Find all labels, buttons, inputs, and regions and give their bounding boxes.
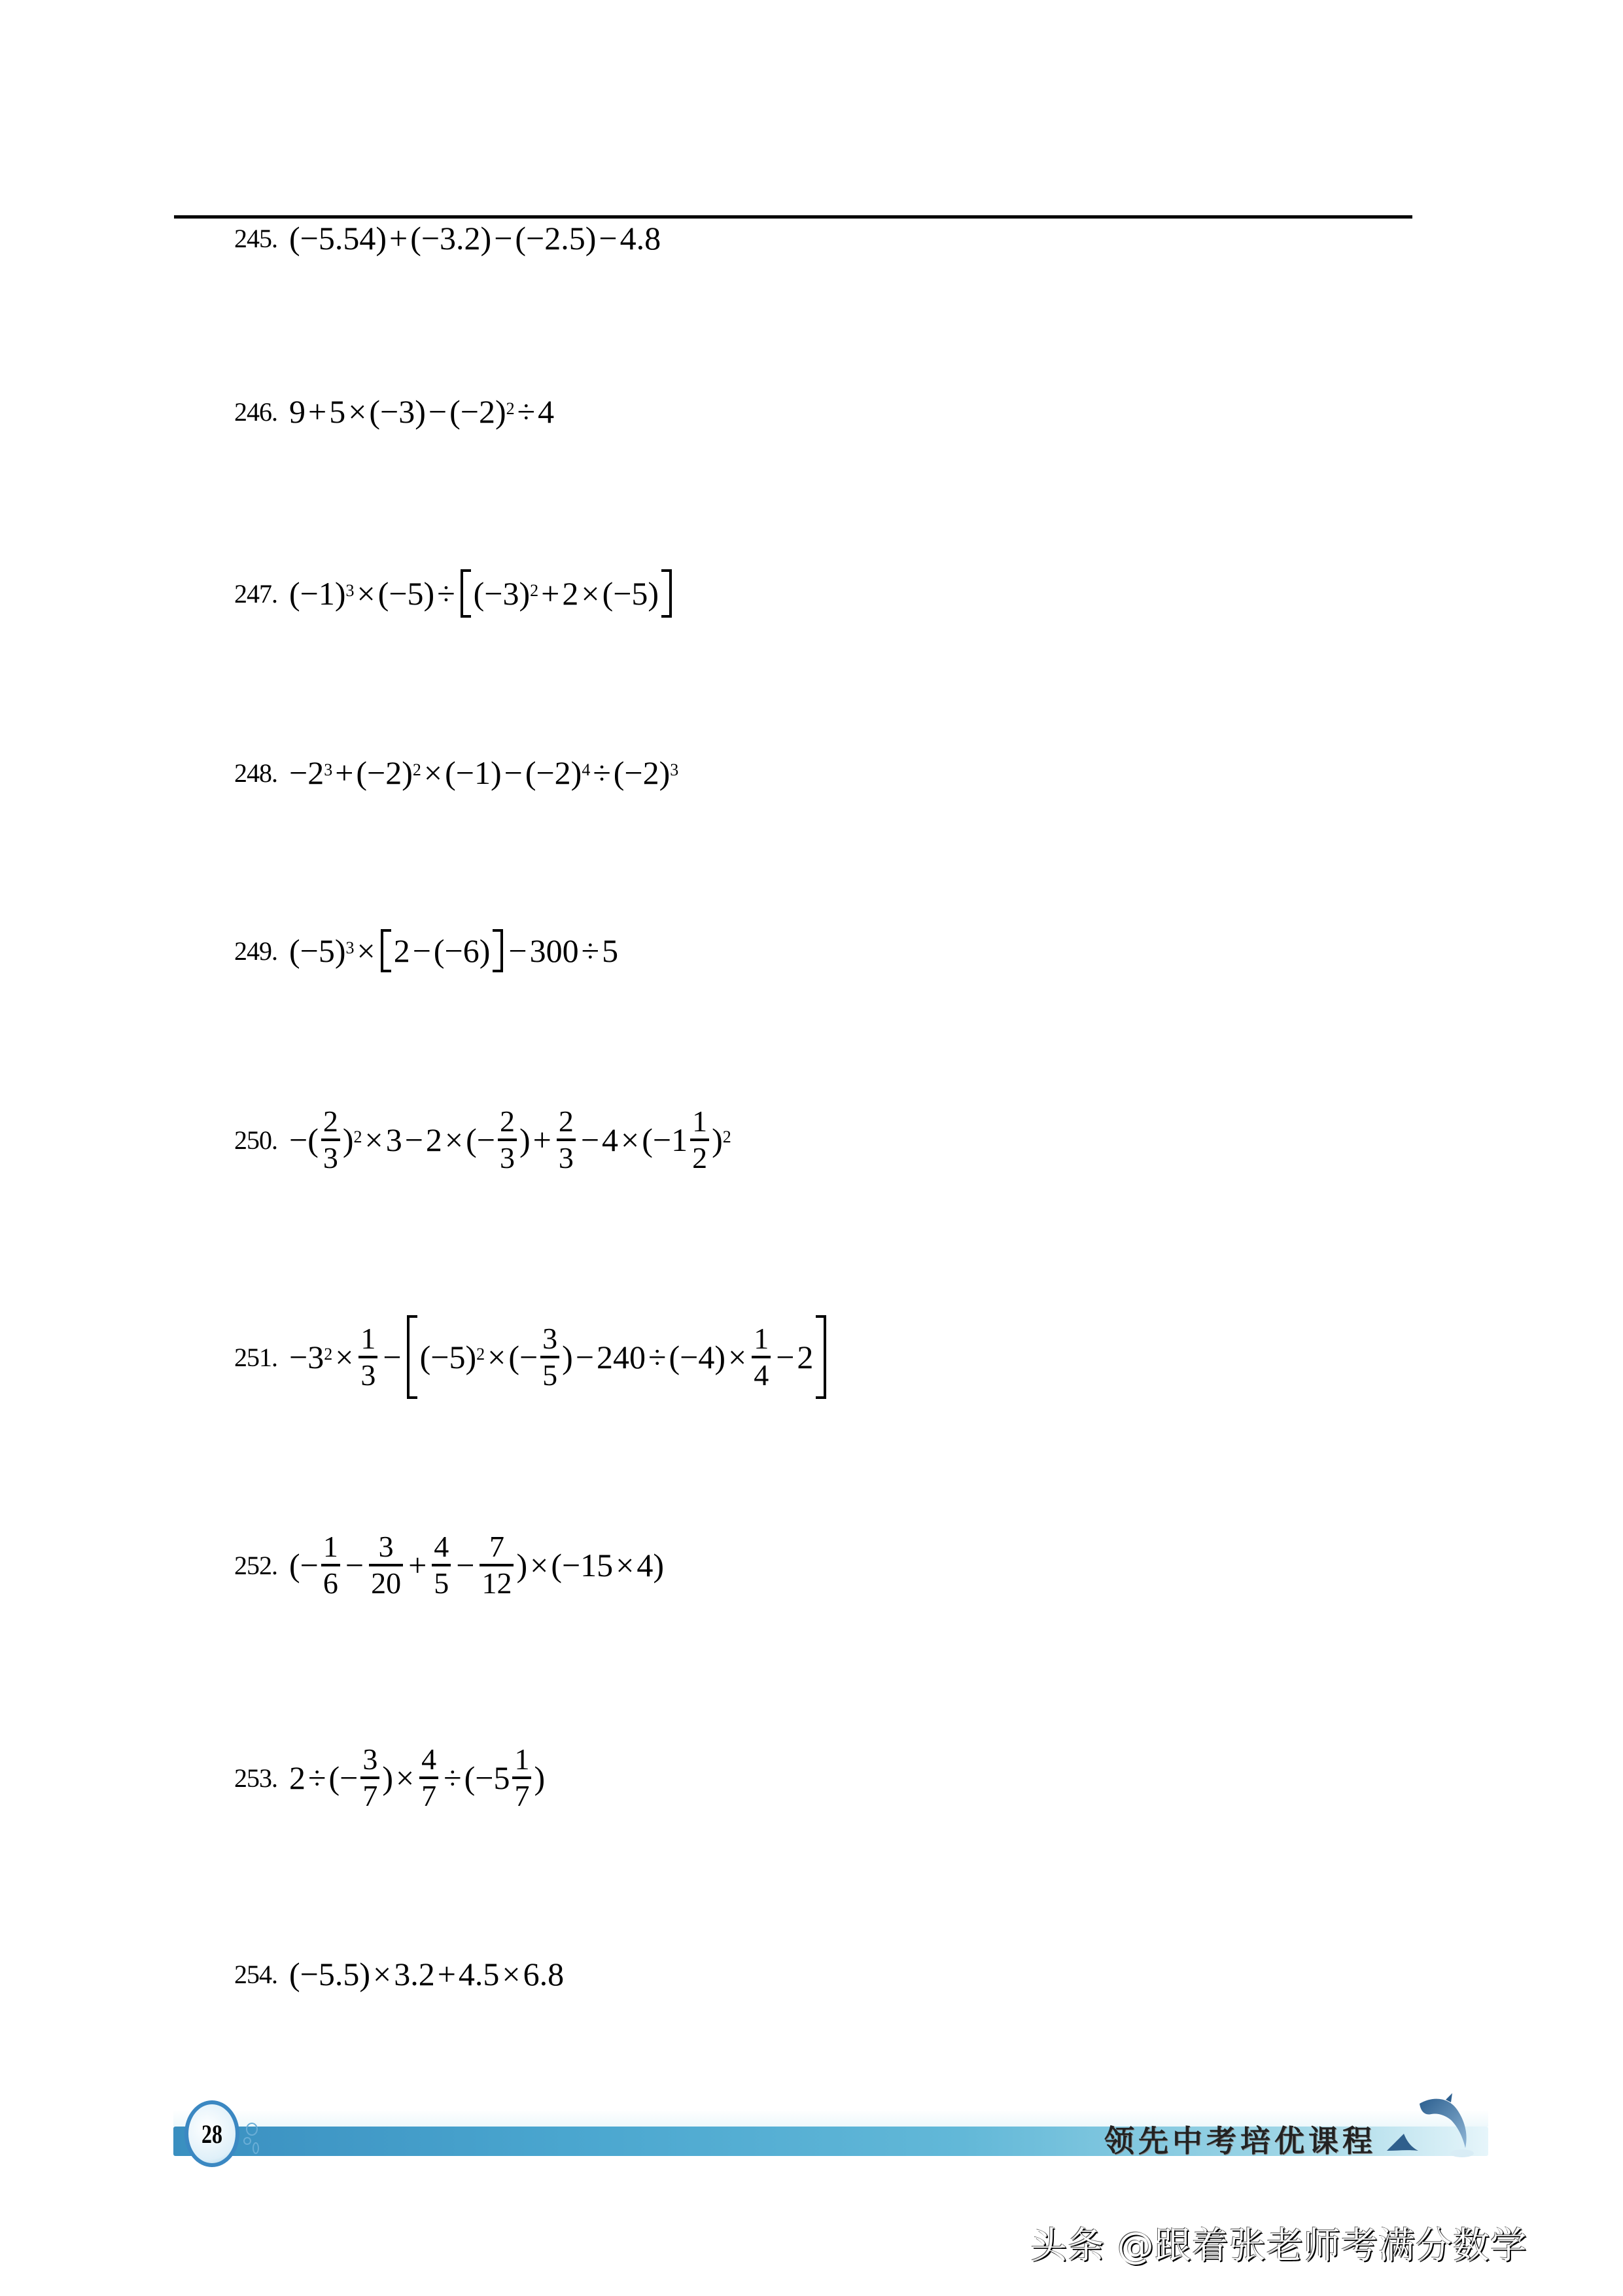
problem-245 [234,219,661,257]
fraction: $\frac{4}{5}$ [432,1531,451,1600]
problem-247 [234,569,674,618]
problem-number: 245. [234,223,277,253]
dolphin-icon [1380,2091,1478,2163]
problem-254 [234,1955,564,1993]
right-bracket [493,929,503,972]
right-bracket [816,1315,826,1399]
problem-number: 252. [234,1550,277,1580]
fraction: $\frac{2}{3}$ [498,1106,517,1174]
page-number: 28 [201,2119,222,2149]
header-rule [174,215,1412,219]
expression: 2 ÷ (− $\frac{3}{7}$ ) × $\frac{4}{7}$ ÷ (−5 $\frac{1}{7}$ ) [289,1742,546,1813]
expression: (−5.54) + (−3.2) − (−2.5) − 4.8 [289,220,661,256]
problem-number: 253. [234,1763,277,1793]
problem-248 [234,754,678,792]
problem-number: 247. [234,578,277,609]
bubbles-icon [242,2120,268,2159]
problem-253 [234,1744,545,1812]
fraction: $\frac{1}{2}$ [690,1106,709,1174]
expression: −2 $^3$ + (−2) $^2$ × (−1) − (−2) $^4$ ÷ (−2) $^3$ [289,754,679,791]
fraction: $\frac{3}{5}$ [540,1323,559,1392]
expression: (−5.5) × 3.2 + 4.5 × 6.8 [289,1956,565,1992]
page-number-badge [184,2100,239,2167]
expression: 9 + 5 × (−3) − (−2) $^2$ ÷ 4 [289,393,555,430]
fraction: $\frac{4}{7}$ [419,1744,438,1812]
problem-number: 251. [234,1342,277,1372]
problem-number: 248. [234,758,277,788]
expression: −( $\frac{2}{3}$ ) $^2$ × 3 − 2 × (− $\frac{2}{3}$ ) + $\frac{2}{3}$ − 4 × (−1 $\frac{1}{2}$ ) $^2$ [289,1104,731,1175]
watermark: 头条 @跟着张老师考满分数学 [1030,2225,1527,2267]
problem-246 [234,393,554,431]
problem-number: 246. [234,397,277,427]
expression: (−1) $^3$ × (−5) ÷ (−3) $^2$ + 2 × (−5) [289,569,674,618]
fraction: $\frac{1}{6}$ [321,1531,340,1600]
problem-number: 254. [234,1959,277,1989]
problem-252 [234,1531,664,1600]
fraction: $\frac{2}{3}$ [557,1106,576,1174]
expression: −3 $^2$ × $\frac{1}{3}$ − (−5) $^2$ × (− $\frac{3}{5}$ ) − 240 ÷ (−4) × $\frac{1}{4}$ − 2 [289,1315,829,1399]
fraction: $\frac{3}{20}$ [369,1531,403,1600]
expression: (− $\frac{1}{6}$ − $\frac{3}{20}$ + $\frac{4}{5}$ − $\frac{7}{12}$ ) × (−15 × 4) [289,1530,665,1600]
brand-text: 领先中考培优课程 [1104,2123,1376,2159]
problem-251 [234,1315,829,1399]
problem-number: 250. [234,1125,277,1155]
left-bracket [461,569,471,618]
left-bracket [381,929,391,972]
fraction: $\frac{7}{12}$ [480,1531,514,1600]
left-bracket [407,1315,417,1399]
problem-249 [234,929,618,972]
problem-250 [234,1106,731,1174]
fraction: $\frac{1}{3}$ [358,1323,377,1392]
fraction: $\frac{1}{4}$ [752,1323,771,1392]
problem-number: 249. [234,936,277,966]
fraction: $\frac{2}{3}$ [321,1106,340,1174]
right-bracket [661,569,672,618]
fraction: $\frac{1}{7}$ [512,1744,531,1812]
expression: (−5) $^3$ × 2 − (−6) − 300 ÷ 5 [289,929,618,972]
fraction: $\frac{3}{7}$ [360,1744,379,1812]
